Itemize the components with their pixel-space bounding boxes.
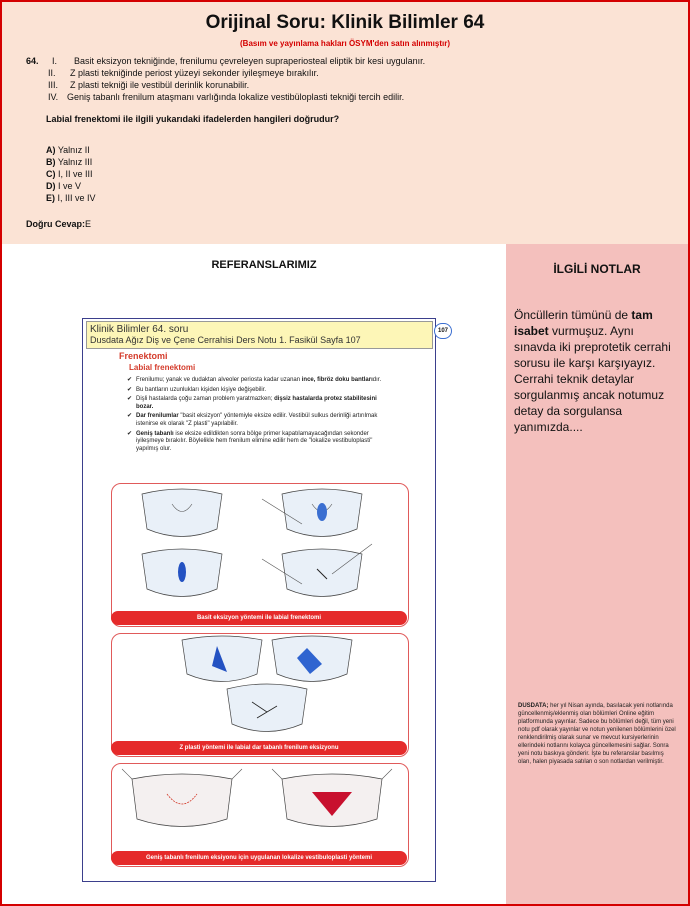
statement-2 <box>48 68 319 78</box>
option-text: Yalnız III <box>57 157 93 167</box>
option-text: I ve V <box>58 181 82 191</box>
figure-caption: Z plasti yöntemi ile labial dar tabanlı frenilum eksizyonu <box>111 741 407 755</box>
option-text: Yalnız II <box>57 145 90 155</box>
check-icon: ✔ <box>127 377 133 383</box>
statement-roman: III. <box>48 80 59 90</box>
dusdata-note: DUSDATA; her yıl Nisan ayında, basılacak yeni notlarında güncellenmiş/eklenmiş olan bölümleri Online eğitim platformunda yayınlar. Sadece bu bölümleri değil, tüm yeni notu pdf olarak yayınlar ve notun yenilenen bölümlerini özel renklendirilmiş olarak sunar ve mevcut kursiyerlerinin ellerindeki notlarını kolayca güncellemesini sağlar. Sonra yeni notu baskıya gönderir. İşte bu referanslar basılmış olan, halen piyasada satılan o son notlardan verilmiştir. <box>518 703 676 765</box>
statement-3 <box>48 80 249 90</box>
check-icon: ✔ <box>127 396 133 403</box>
bullet-item: ✔ Dar frenilumlar "basit eksizyon" yöntemiyle eksize edilir. Vestibül sulkus derinliği artırılmak istenirse ek olarak "Z plasti" yapılabilir. <box>127 413 378 427</box>
page-number-badge: 107 <box>434 323 452 339</box>
option-letter: E) <box>46 193 55 203</box>
option-c <box>46 169 93 179</box>
statement-text: Basit eksizyon tekniğinde, frenilumu çevreleyen supraperiosteal eliptik bir kesi uygulanır. <box>74 56 426 66</box>
option-text: I, II ve III <box>58 169 93 179</box>
book-page-header <box>86 321 433 349</box>
statement-roman: I. <box>52 56 58 66</box>
option-a <box>46 145 90 155</box>
statement-text: Geniş tabanlı frenilum ataşmanı varlığında lokalize vestibüloplasti tekniği tercih edilir. <box>67 92 405 102</box>
lip-illustration <box>112 764 408 850</box>
option-letter: C) <box>46 169 56 179</box>
option-text: I, III ve IV <box>57 193 96 203</box>
bullet-list <box>127 377 383 455</box>
option-letter: D) <box>46 181 56 191</box>
figure-simple-excision <box>111 483 409 627</box>
option-b <box>46 157 92 167</box>
book-header-line-2: Dusdata Ağız Diş ve Çene Cerrahisi Ders Notu 1. Fasikül Sayfa 107 <box>90 335 361 345</box>
bullet-item: ✔ Dişli hastalarda çoğu zaman problem yaratmazken; dişsiz hastalarda protez stabilitesini bozar. <box>127 396 377 410</box>
check-icon: ✔ <box>127 386 133 393</box>
bullet-item: ✔ Bu bantların uzunlukları kişiden kişiye değişebilir. <box>127 386 267 393</box>
copyright-note: (Basım ve yayınlama hakları ÖSYM'den satın alınmıştır) <box>240 39 450 48</box>
book-header-line-1: Klinik Bilimler 64. soru <box>90 324 189 335</box>
bullet-item: ✔ Geniş tabanlı ise eksize edildikten sonra bölge primer kapatılamayacağından sekonder iyileşmeye bırakılır. Böylelikle hem frenilum elimine edilir hem de "lokalize vestibuloplasti" yapılmış olur. <box>127 430 373 452</box>
figure-caption: Basit eksizyon yöntemi ile labial frenektomi <box>111 611 407 625</box>
references-title: REFERANSLARIMIZ <box>211 259 317 271</box>
question-prompt: Labial frenektomi ile ilgili yukarıdaki ifadelerden hangileri doğrudur? <box>46 114 340 124</box>
subsection-title: Labial frenektomi <box>129 363 196 372</box>
figure-vestibuloplasty <box>111 763 409 867</box>
option-letter: A) <box>46 145 56 155</box>
answer-label: Doğru Cevap: <box>26 219 86 229</box>
notes-title: İLGİLİ NOTLAR <box>553 262 641 276</box>
statement-1 <box>52 56 425 66</box>
question-panel <box>2 2 688 244</box>
statement-roman: II. <box>48 68 56 78</box>
option-letter: B) <box>46 157 56 167</box>
option-d <box>46 181 81 191</box>
reference-book-page <box>82 318 436 882</box>
notes-panel <box>506 244 688 904</box>
correct-answer <box>26 219 91 229</box>
statement-4 <box>48 92 404 102</box>
check-icon: ✔ <box>127 430 133 437</box>
statement-roman: IV. <box>48 92 59 102</box>
page-title: Orijinal Soru: Klinik Bilimler 64 <box>205 12 485 33</box>
section-title: Frenektomi <box>119 351 168 361</box>
statement-text: Z plasti tekniğinde periost yüzeyi sekonder iyileşmeye bırakılır. <box>70 68 319 78</box>
check-icon: ✔ <box>127 413 133 420</box>
notes-body: Öncüllerin tümünü de tam isabet vurmuşuz. Aynı sınavda iki preprotetik cerrahi sorusu ile karşı karşıyayız. Cerrahi teknik detaylar sorgulanmış ancak notumuz detay da sorgulansa yanımızda.... <box>514 308 671 434</box>
option-e <box>46 193 96 203</box>
bullet-item: ✔ Frenilumu; yanak ve dudaktan alveoler periosta kadar uzanan ince, fibröz doku bantlarıdır. <box>127 377 382 383</box>
lip-illustration <box>112 634 408 738</box>
lip-illustration <box>112 484 408 606</box>
statement-text: Z plasti tekniği ile vestibül derinlik korunabilir. <box>70 80 250 90</box>
figure-caption: Geniş tabanlı frenilum eksiyonu için uygulanan lokalize vestibuloplasti yöntemi <box>111 851 407 865</box>
answer-value: E <box>85 219 92 229</box>
figure-z-plasty <box>111 633 409 757</box>
question-number: 64. <box>26 56 39 66</box>
